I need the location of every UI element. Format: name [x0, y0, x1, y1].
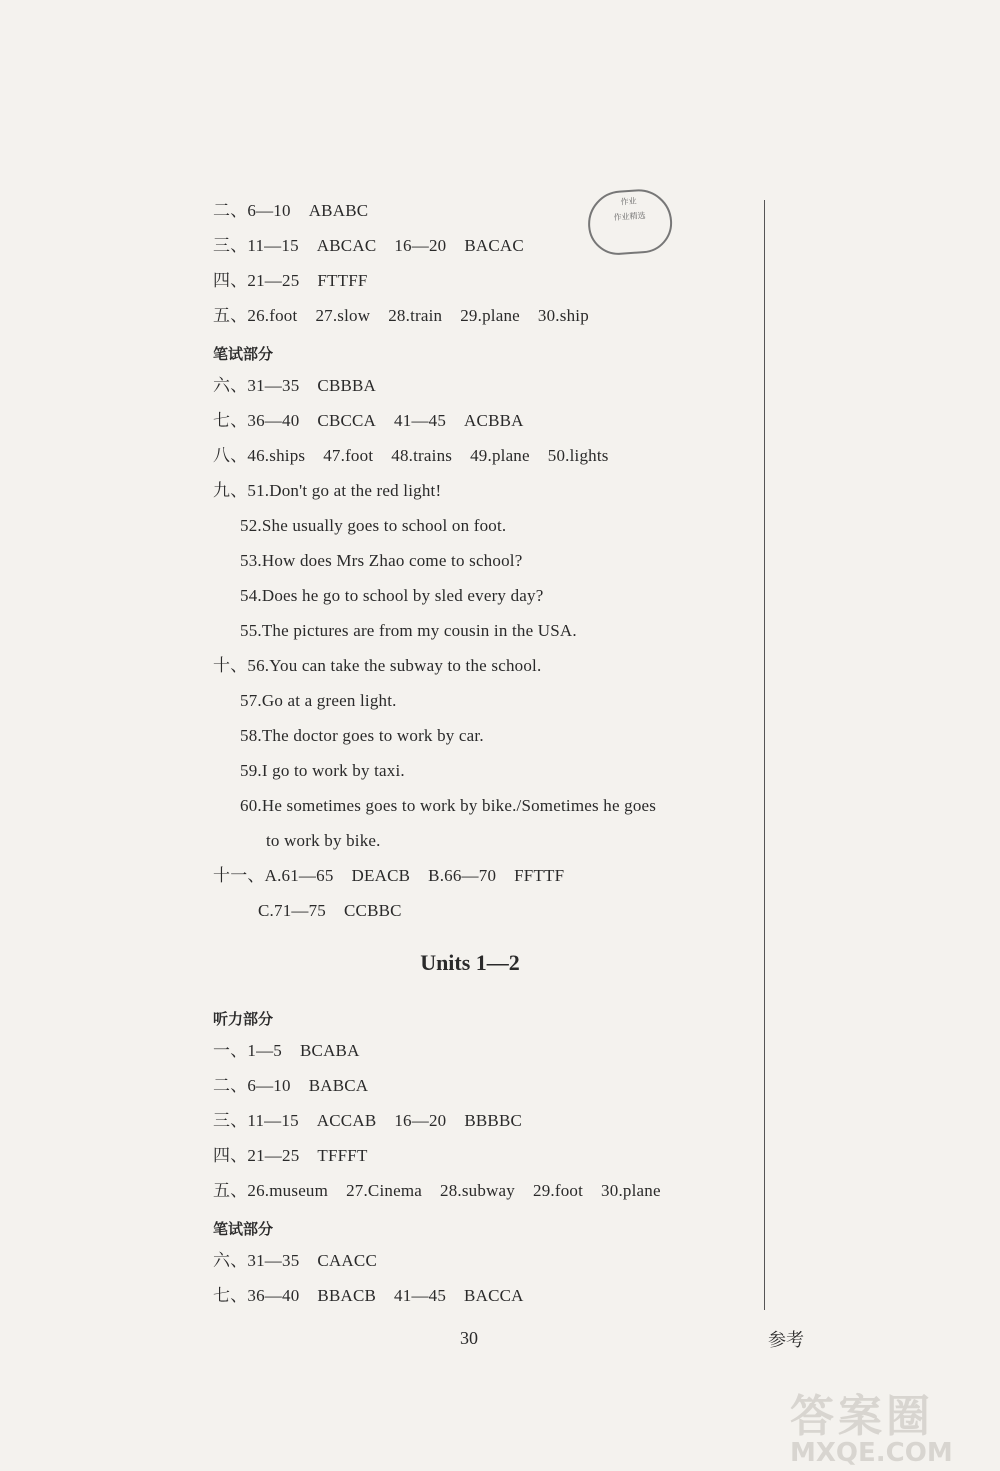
answer-line: 十一、A.61—65 DEACB B.66—70 FFTTF	[213, 866, 565, 885]
sentence-line: 十、56.You can take the subway to the school.	[213, 656, 542, 675]
sentence-line: 57.Go at a green light.	[240, 691, 397, 710]
answer-line: 一、1—5 BCABA	[213, 1041, 360, 1060]
sentence-line: 58.The doctor goes to work by car.	[240, 726, 484, 745]
answer-line: 七、36—40 BBACB 41—45 BACCA	[213, 1286, 524, 1305]
sentence-line: 54.Does he go to school by sled every day?	[240, 586, 544, 605]
answer-line: 七、36—40 CBCCA 41—45 ACBBA	[213, 411, 524, 430]
answer-line: 三、11—15 ACCAB 16—20 BBBBC	[213, 1111, 523, 1130]
answer-line: 四、21—25 FTTFF	[213, 271, 368, 290]
column-divider	[764, 200, 765, 1310]
section-heading-listening: 听力部分	[213, 1010, 274, 1028]
sentence-line: to work by bike.	[266, 831, 381, 850]
sentence-line: 52.She usually goes to school on foot.	[240, 516, 507, 535]
section-title: Units 1—2	[420, 950, 520, 975]
answer-line: 二、6—10 ABABC	[213, 201, 369, 220]
sentence-line: 59.I go to work by taxi.	[240, 761, 405, 780]
section-heading-written: 笔试部分	[213, 1220, 274, 1238]
section-heading-written: 笔试部分	[213, 345, 274, 363]
page-number: 30	[460, 1328, 478, 1348]
stamp-logo: 作业 作业精选	[586, 187, 674, 257]
footer-label: 参考	[768, 1330, 804, 1351]
watermark-logo: 答案圈 MXQE.COM	[790, 1391, 953, 1468]
answer-line: 八、46.ships 47.foot 48.trains 49.plane 50.lights	[213, 446, 609, 465]
answer-line: 六、31—35 CBBBA	[213, 376, 377, 395]
sentence-line: 九、51.Don't go at the red light!	[213, 481, 442, 500]
answer-line: 二、6—10 BABCA	[213, 1076, 369, 1095]
sentence-line: 55.The pictures are from my cousin in the USA.	[240, 621, 577, 640]
sentence-line: 53.How does Mrs Zhao come to school?	[240, 551, 523, 570]
answer-line: C.71—75 CCBBC	[258, 901, 402, 920]
answer-line: 五、26.foot 27.slow 28.train 29.plane 30.ship	[213, 306, 589, 325]
answer-line: 三、11—15 ABCAC 16—20 BACAC	[213, 236, 524, 255]
answer-line: 四、21—25 TFFFT	[213, 1146, 368, 1165]
sentence-line: 60.He sometimes goes to work by bike./Sometimes he goes	[240, 796, 657, 815]
answer-line: 五、26.museum 27.Cinema 28.subway 29.foot 30.plane	[213, 1181, 661, 1200]
answer-line: 六、31—35 CAACC	[213, 1251, 377, 1270]
